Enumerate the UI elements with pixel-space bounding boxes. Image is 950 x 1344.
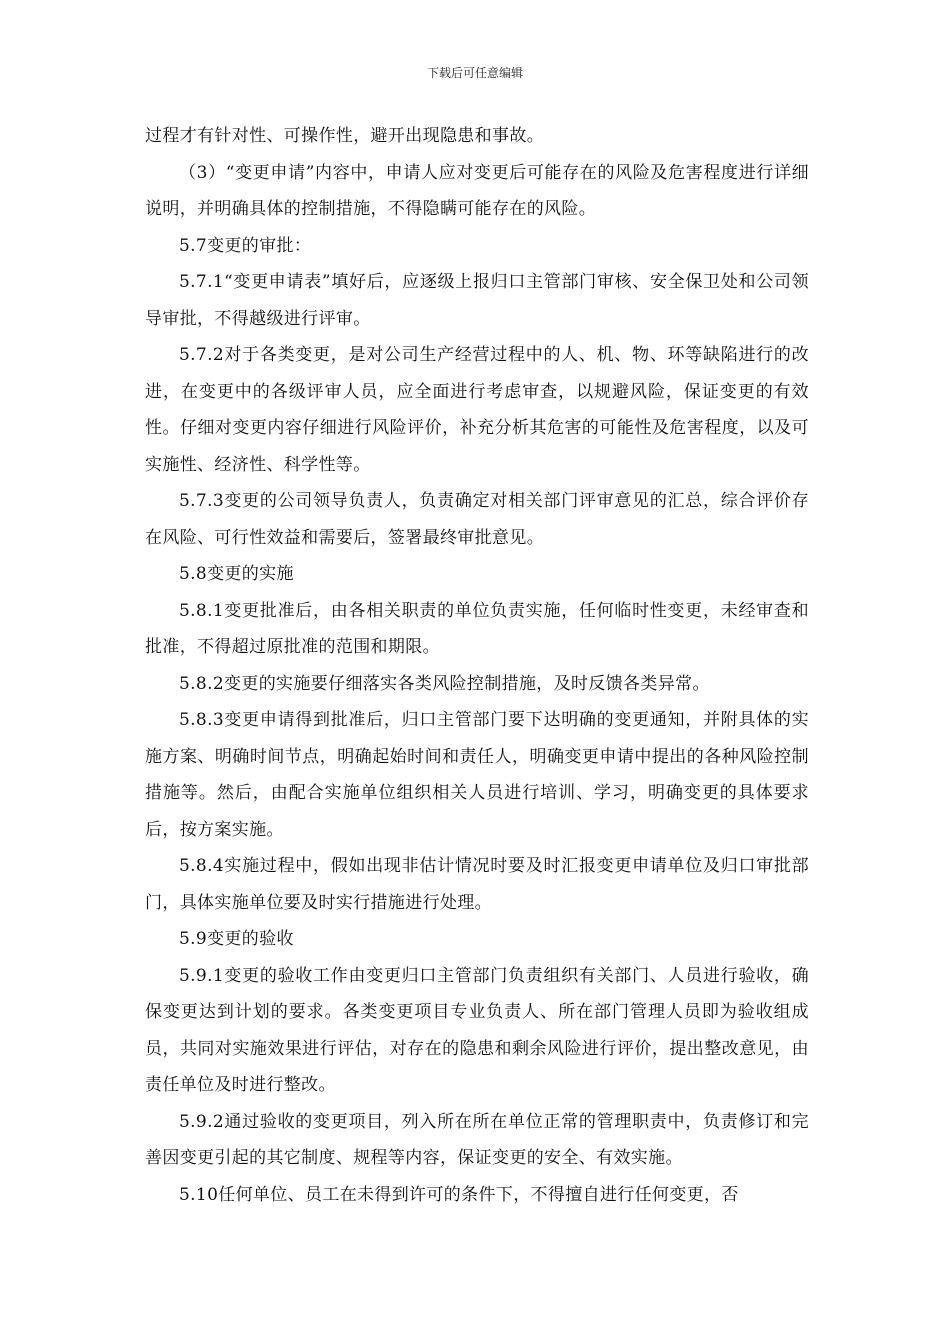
section-heading-5-7: 5.7变更的审批： (179, 235, 312, 256)
paragraph-5-9-2: 5.9.2通过验收的变更项目，列入所在所在单位正常的管理职责中，负责修订和完善因变更引起的其它制度、规程等内容，保证变更的安全、有效实施。 (145, 1111, 809, 1168)
paragraph-5-8-3: 5.8.3变更申请得到批准后，归口主管部门要下达明确的变更通知，并附具体的实施方案、明确时间节点，明确起始时间和责任人，明确变更申请中提出的各种风险控制措施等。然后，由配合实施单位组织相关人员进行培训、学习，明确变更的具体要求后，按方案实施。 (145, 710, 809, 840)
page-header: 下载后可任意编辑 (426, 66, 523, 80)
paragraph-5-7-1: 5.7.1“变更申请表”填好后，应逐级上报归口主管部门审核、安全保卫处和公司领导审批，不得越级进行评审。 (145, 272, 809, 329)
section-heading-5-9: 5.9变更的验收 (179, 929, 294, 949)
paragraph-5-7-3: 5.7.3变更的公司领导负责人，负责确定对相关部门评审意见的汇总，综合评价存在风险、可行性效益和需要后，签署最终审批意见。 (145, 491, 809, 548)
paragraph-5-8-1: 5.8.1变更批准后，由各相关职责的单位负责实施，任何临时性变更，未经审查和批准，不得超过原批准的范围和期限。 (145, 600, 809, 657)
paragraph-5-8-2: 5.8.2变更的实施要仔细落实各类风险控制措施，及时反馈各类异常。 (179, 673, 710, 694)
document-body (145, 118, 809, 1213)
section-heading-5-8: 5.8变更的实施 (179, 564, 294, 584)
paragraph-change-request-content: （3）“变更申请”内容中，申请人应对变更后可能存在的风险及危害程度进行详细说明，并明确具体的控制措施，不得隐瞒可能存在的风险。 (145, 162, 809, 219)
paragraph-5-10: 5.10任何单位、员工在未得到许可的条件下，不得擅自进行任何变更，否 (179, 1184, 739, 1205)
paragraph-5-8-4: 5.8.4实施过程中，假如出现非估计情况时要及时汇报变更申请单位及归口审批部门，具体实施单位要及时实行措施进行处理。 (145, 856, 809, 913)
paragraph-continuation: 过程才有针对性、可操作性，避开出现隐患和事故。 (145, 126, 545, 146)
paragraph-5-7-2: 5.7.2对于各类变更，是对公司生产经营过程中的人、机、物、环等缺陷进行的改进，在变更中的各级评审人员，应全面进行考虑审查，以规避风险，保证变更的有效性。仔细对变更内容仔细进行风险评价，补充分析其危害的可能性及危害程度，以及可实施性、经济性、科学性等。 (145, 345, 809, 475)
paragraph-5-9-1: 5.9.1变更的验收工作由变更归口主管部门负责组织有关部门、人员进行验收，确保变更达到计划的要求。各类变更项目专业负责人、所在部门管理人员即为验收组成员，共同对实施效果进行评估，对存在的隐患和剩余风险进行评价，提出整改意见，由责任单位及时进行整改。 (145, 965, 809, 1095)
